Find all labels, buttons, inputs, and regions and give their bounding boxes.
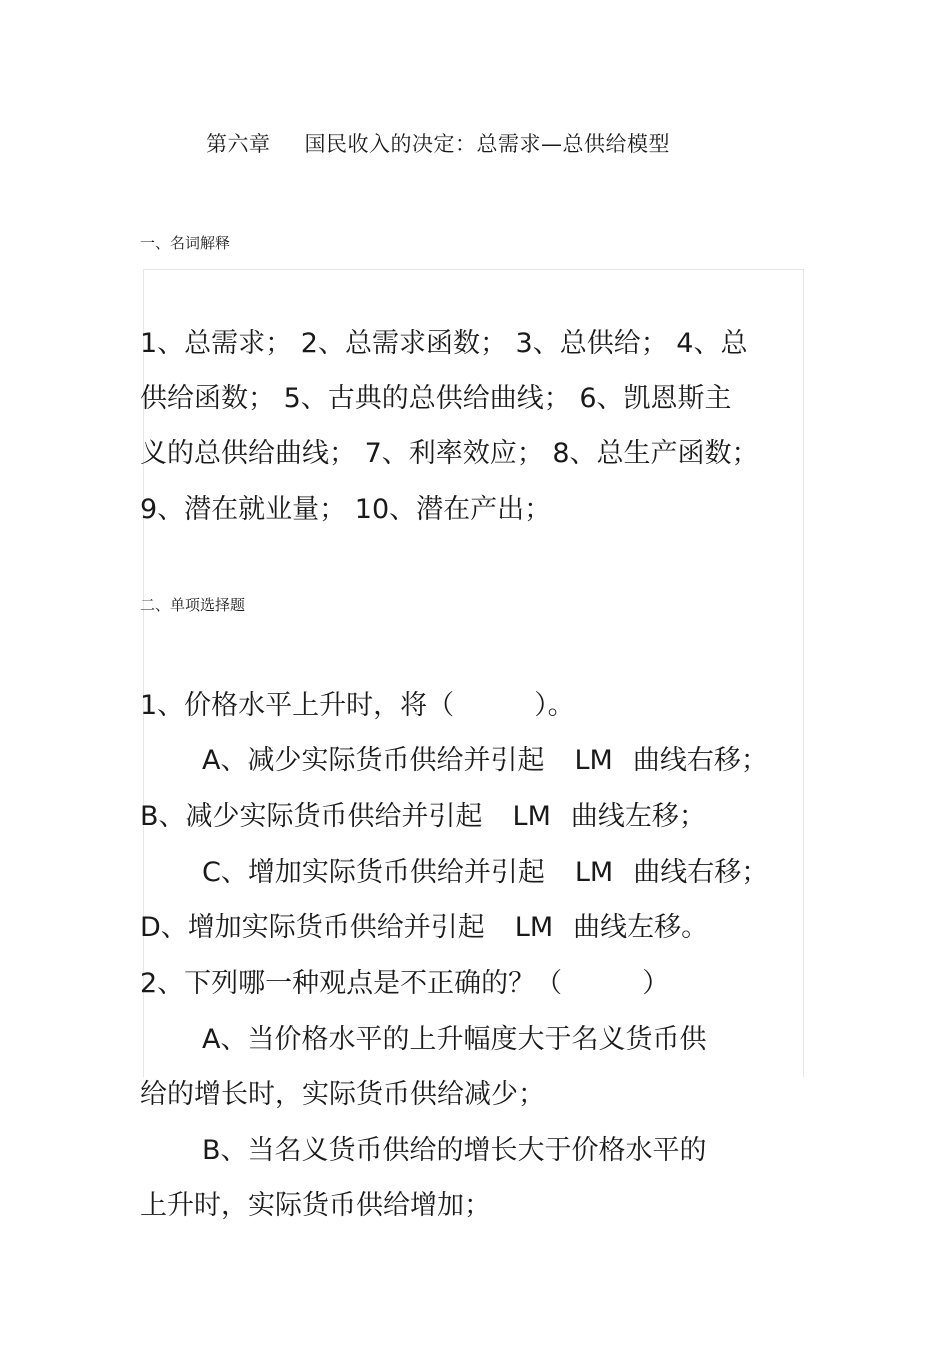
- chapter-label: 第六章: [206, 132, 271, 156]
- chapter-name: 国民收入的决定：总需求—总供给模型: [304, 132, 670, 156]
- section-1-heading: 一、名词解释: [140, 234, 231, 252]
- q1-option-d: D、增加实际货币供给并引起 LM 曲线左移。: [140, 912, 709, 943]
- q2-option-b-line-1: B、当名义货币供给的增长大于价格水平的: [202, 1135, 707, 1166]
- q2-stem-text: 2、下列哪一种观点是不正确的？（: [140, 968, 563, 999]
- term-line-4: 9、潜在就业量； 10、潜在产出；: [140, 494, 552, 525]
- chapter-title: [206, 128, 670, 158]
- q1-option-b: B、减少实际货币供给并引起 LM 曲线左移；: [140, 801, 706, 832]
- q1-stem-text: 1、价格水平上升时，将（: [140, 690, 455, 721]
- q2-option-a-line-2: 给的增长时，实际货币供给减少；: [140, 1079, 545, 1110]
- section-2-heading: 二、单项选择题: [140, 596, 246, 614]
- term-line-2: 供给函数； 5、古典的总供给曲线； 6、凯恩斯主: [140, 383, 732, 414]
- term-line-1: 1、总需求； 2、总需求函数； 3、总供给； 4、总: [140, 328, 748, 359]
- term-line-3: 义的总供给曲线； 7、利率效应； 8、总生产函数；: [140, 438, 759, 469]
- q2-stem-end: ）: [642, 968, 670, 999]
- q2-option-a-line-1: A、当价格水平的上升幅度大于名义货币供: [202, 1024, 707, 1055]
- box-border-right: [803, 269, 804, 1077]
- q1-stem-end: ）。: [534, 690, 575, 721]
- q2-option-b-line-2: 上升时，实际货币供给增加；: [140, 1190, 491, 1221]
- q1-option-a: A、减少实际货币供给并引起 LM 曲线右移；: [202, 745, 768, 776]
- q1-option-c: C、增加实际货币供给并引起 LM 曲线右移；: [202, 857, 769, 888]
- q1-stem: [140, 690, 575, 722]
- q2-stem: [140, 968, 669, 1000]
- box-border-top: [143, 269, 804, 270]
